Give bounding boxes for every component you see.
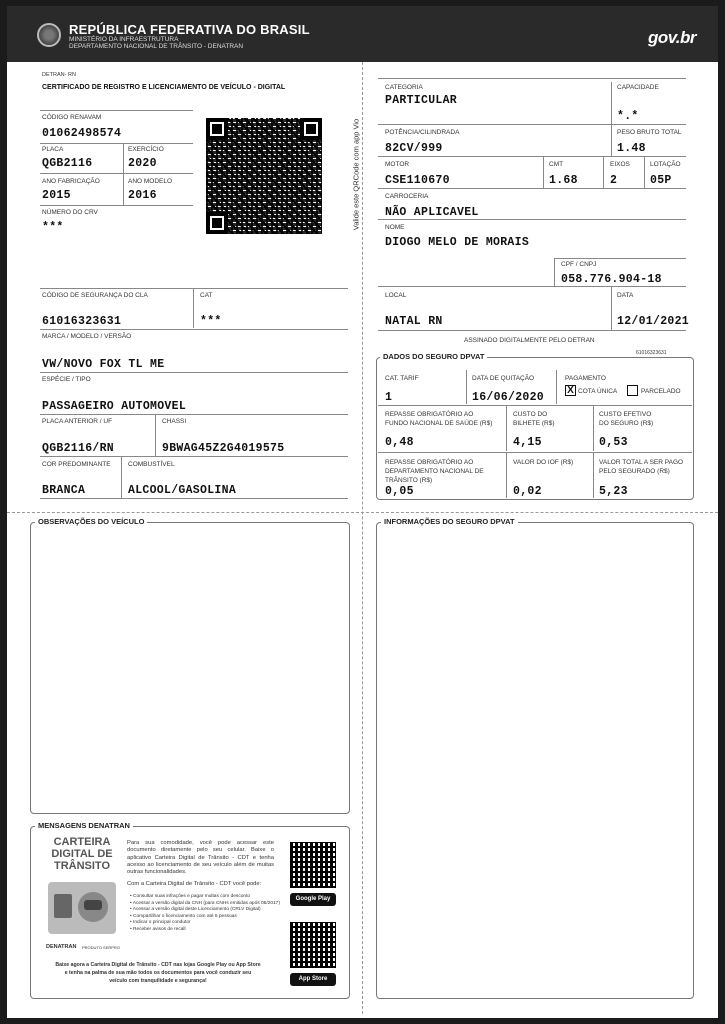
cdt-footer-2: e tenha na palma de sua mão todos os documentos para você conduzir seu — [64, 970, 252, 976]
pagamento-label: PAGAMENTO — [565, 375, 606, 382]
marca-value: VW/NOVO FOX TL ME — [42, 358, 165, 371]
total-label-2: PELO SEGURADO (R$) — [599, 468, 670, 475]
data-value: 12/01/2021 — [617, 315, 690, 328]
seg-cla-value: 61016323631 — [42, 315, 122, 328]
placa-value: QGB2116 — [42, 157, 93, 170]
combustivel-value: ALCOOL/GASOLINA — [128, 484, 237, 497]
ano-mod-label: ANO MODELO — [128, 178, 173, 185]
list-item: • Indicar o principal condutor — [130, 920, 191, 926]
cor-value: BRANCA — [42, 484, 86, 497]
peso-label: PESO BRUTO TOTAL — [617, 129, 682, 136]
nome-value: DIOGO MELO DE MORAIS — [385, 236, 530, 249]
parcelado-checkbox[interactable] — [627, 385, 638, 396]
especie-value: PASSAGEIRO AUTOMOVEL — [42, 400, 187, 413]
quitacao-value: 16/06/2020 — [472, 391, 545, 404]
list-item: • Compartilhar o licenciamento com até 5 pessoas — [130, 913, 237, 919]
cdt-phone-icon — [48, 882, 116, 934]
cpf-label: CPF / CNPJ — [561, 261, 597, 268]
combustivel-label: COMBUSTÍVEL — [128, 461, 175, 468]
cdt-intro: Com a Carteira Digital de Trânsito - CDT você pode: — [127, 881, 262, 887]
repasse-dnt-value: 0,05 — [385, 485, 414, 498]
cota-unica-checkbox[interactable]: X — [565, 385, 576, 396]
lotacao-value: 05P — [650, 174, 672, 187]
custo-efetivo-label-2: DO SEGURO (R$) — [599, 420, 654, 427]
total-value: 5,23 — [599, 485, 628, 498]
eixos-label: EIXOS — [610, 161, 630, 168]
cat-tarif-value: 1 — [385, 391, 393, 404]
google-play-button[interactable]: Google Play — [290, 893, 336, 906]
cdt-paragraph: Para sua comodidade, você pode acessar este documento diretamente pelo seu celular. Baixe o aplicativo Carteira Digital de Trânsito - CDT e tenha acesso ao licenciamento de seu veículo além de muitas outras funcionalidades. — [127, 840, 274, 876]
peso-value: 1.48 — [617, 142, 646, 155]
info-dpvat-box — [376, 522, 694, 999]
local-value: NATAL RN — [385, 315, 443, 328]
placa-label: PLACA — [42, 146, 64, 153]
categoria-value: PARTICULAR — [385, 94, 458, 107]
exercicio-label: EXERCÍCIO — [128, 146, 164, 153]
motor-value: CSE110670 — [385, 174, 450, 187]
issuer: DETRAN- RN — [42, 72, 76, 78]
parcelado-label: PARCELADO — [641, 388, 681, 395]
qr-caption: Valide este QRCode com app Vio — [351, 118, 361, 231]
renavam-value: 01062498574 — [42, 127, 122, 140]
lotacao-label: LOTAÇÃO — [650, 161, 681, 168]
mensagens-title: MENSAGENS DENATRAN — [35, 821, 133, 830]
repasse-dnt-label-2: DEPARTAMENTO NACIONAL DE — [385, 468, 484, 475]
custo-bilhete-label-2: BILHETE (R$) — [513, 420, 555, 427]
cdt-logo-line-3: TRÂNSITO — [53, 860, 111, 872]
signed-by-detran: ASSINADO DIGITALMENTE PELO DETRAN — [464, 337, 595, 344]
denatran-label: DENATRAN — [46, 944, 77, 950]
cpf-value: 058.776.904-18 — [561, 273, 662, 286]
cat-value: *** — [200, 315, 222, 328]
custo-efetivo-value: 0,53 — [599, 436, 628, 449]
placa-ant-label: PLACA ANTERIOR / UF — [42, 418, 113, 425]
exercicio-value: 2020 — [128, 157, 157, 170]
observacoes-box — [30, 522, 350, 814]
eixos-value: 2 — [610, 174, 618, 187]
placa-ant-value: QGB2116/RN — [42, 442, 115, 455]
list-item: • Acessar a versão digital deste Licenciamento (CRLV Digital) — [130, 907, 261, 913]
dpvat-title: DADOS DO SEGURO DPVAT — [380, 352, 487, 361]
cat-tarif-label: CAT. TARIF — [385, 375, 419, 382]
local-label: LOCAL — [385, 292, 407, 299]
motor-label: MOTOR — [385, 161, 410, 168]
cdt-logo-line-1: CARTEIRA — [53, 836, 111, 848]
google-play-qr-code[interactable] — [290, 842, 336, 888]
observacoes-title: OBSERVAÇÕES DO VEÍCULO — [35, 517, 147, 526]
repasse-fns-label-1: REPASSE OBRIGATÓRIO AO — [385, 411, 474, 418]
dpvat-code: 61016323631 — [636, 350, 667, 356]
crv-label: NÚMERO DO CRV — [42, 209, 98, 216]
ano-fab-label: ANO FABRICAÇÃO — [42, 178, 100, 185]
cdt-bullet-list — [130, 894, 280, 934]
cdt-footer-1: Baixe agora a Carteira Digital de Trânsito - CDT nas lojas Google Play ou App Store — [55, 962, 261, 968]
custo-bilhete-label-1: CUSTO DO — [513, 411, 548, 418]
cor-label: COR PREDOMINANTE — [42, 461, 111, 468]
app-store-button[interactable]: App Store — [290, 973, 336, 986]
govbr-logo[interactable]: gov.br — [647, 28, 696, 47]
custo-bilhete-value: 4,15 — [513, 436, 542, 449]
capacidade-label: CAPACIDADE — [617, 84, 659, 91]
capacidade-value: *.* — [617, 110, 639, 123]
seg-cla-label: CÓDIGO DE SEGURANÇA DO CLA — [42, 292, 148, 299]
nome-label: NOME — [385, 224, 405, 231]
doc-title: CERTIFICADO DE REGISTRO E LICENCIAMENTO DE VEÍCULO - DIGITAL — [42, 84, 286, 91]
data-label: DATA — [617, 292, 634, 299]
iof-value: 0,02 — [513, 485, 542, 498]
cat-label: CAT — [200, 292, 213, 299]
categoria-label: CATEGORIA — [385, 84, 423, 91]
renavam-label: CÓDIGO RENAVAM — [42, 114, 102, 121]
repasse-dnt-label-1: REPASSE OBRIGATÓRIO AO — [385, 459, 474, 466]
potencia-label: POTÊNCIA/CILINDRADA — [385, 129, 460, 136]
gov-header — [7, 6, 718, 62]
carroceria-value: NÃO APLICAVEL — [385, 206, 479, 219]
ano-fab-value: 2015 — [42, 189, 71, 202]
custo-efetivo-label-1: CUSTO EFETIVO — [599, 411, 652, 418]
cdt-logo-line-2: DIGITAL DE — [51, 848, 113, 860]
repasse-fns-label-2: FUNDO NACIONAL DE SAÚDE (R$) — [385, 420, 493, 427]
list-item: • Consultar suas infrações e pagar multas com desconto — [130, 894, 251, 899]
header-department: DEPARTAMENTO NACIONAL DE TRÂNSITO - DENATRAN — [69, 43, 244, 50]
header-title: REPÚBLICA FEDERATIVA DO BRASIL — [69, 22, 310, 37]
chassi-value: 9BWAG45Z2G4019575 — [162, 442, 285, 455]
chassi-label: CHASSI — [162, 418, 187, 425]
list-item: • Acessar a versão digital da CNH (para CNHs emitidas após 05/2017) — [130, 900, 280, 906]
cdt-footer-3: veículo com tranquilidade e segurança! — [109, 978, 207, 984]
header-ministry: MINISTÉRIO DA INFRAESTRUTURA — [69, 36, 179, 43]
carroceria-label: CARROCERIA — [385, 193, 429, 200]
repasse-fns-value: 0,48 — [385, 436, 414, 449]
cota-unica-label: COTA ÚNICA — [578, 388, 618, 395]
app-store-qr-code[interactable] — [290, 922, 336, 968]
ano-mod-value: 2016 — [128, 189, 157, 202]
brazil-coat-of-arms-icon — [37, 23, 61, 47]
serpro-label: PRODUTO SERPRO — [82, 945, 120, 950]
especie-label: ESPÉCIE / TIPO — [42, 376, 91, 383]
iof-label: VALOR DO IOF (R$) — [513, 459, 574, 466]
crv-value: *** — [42, 221, 64, 234]
repasse-dnt-label-3: TRÂNSITO (R$) — [385, 477, 433, 484]
quitacao-label: DATA DE QUITAÇÃO — [472, 375, 535, 382]
list-item: • Receber avisos de recall — [130, 926, 186, 932]
total-label-1: VALOR TOTAL A SER PAGO — [599, 459, 684, 466]
info-dpvat-title: INFORMAÇÕES DO SEGURO DPVAT — [381, 517, 518, 526]
cmt-value: 1.68 — [549, 174, 578, 187]
cmt-label: CMT — [549, 161, 564, 168]
potencia-value: 82CV/999 — [385, 142, 443, 155]
marca-label: MARCA / MODELO / VERSÃO — [42, 333, 132, 340]
